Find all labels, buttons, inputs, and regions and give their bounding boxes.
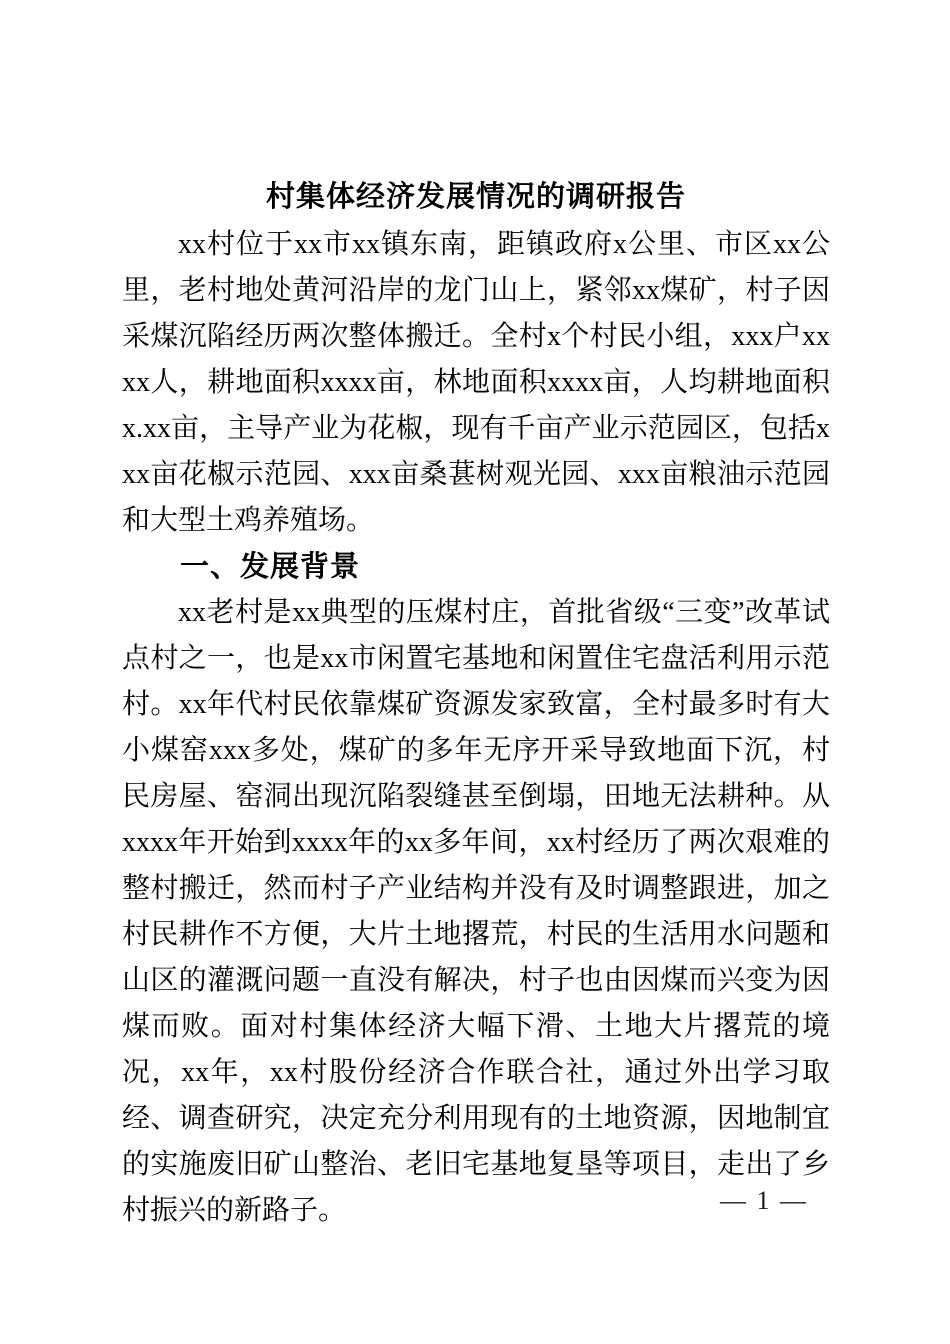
- section-heading-development-background: 一、发展背景: [180, 551, 361, 583]
- paragraph-intro: xx村位于xx市xx镇东南，距镇政府x公里、市区xx公里，老村地处黄河沿岸的龙门山上，紧邻xx煤矿，村子因采煤沉陷经历两次整体搬迁。全村x个村民小组，xxx户xxxx人，耕地面积xxxx亩，林地面积xxxx亩，人均耕地面积x.xx亩，主导产业为花椒，现有千亩产业示范园区，包括xxx亩花椒示范园、xxx亩桑葚树观光园、xxx亩粮油示范园和大型土鸡养殖场。: [122, 229, 830, 536]
- document-body: [122, 172, 830, 1234]
- document-title: 村集体经济发展情况的调研报告: [265, 181, 686, 213]
- page-number: — 1 —: [720, 1186, 808, 1215]
- paragraph-background: xx老村是xx典型的压煤村庄，首批省级“三变”改革试点村之一，也是xx市闲置宅基地和闲置住宅盘活利用示范村。xx年代村民依靠煤矿资源发家致富，全村最多时有大小煤窑xxx多处，煤矿的多年无序开采导致地面下沉，村民房屋、窑洞出现沉陷裂缝甚至倒塌，田地无法耕种。从xxxx年开始到xxxx年的xx多年间，xx村经历了两次艰难的整村搬迁，然而村子产业结构并没有及时调整跟进，加之村民耕作不方便，大片土地撂荒，村民的生活用水问题和山区的灌溉问题一直没有解决，村子也由因煤而兴变为因煤而败。面对村集体经济大幅下滑、土地大片撂荒的境况，xx年，xx村股份经济合作联合社，通过外出学习取经、调查研究，决定充分利用现有的土地资源，因地制宜的实施废旧矿山整治、老旧宅基地复垦等项目，走出了乡村振兴的新路子。: [122, 597, 830, 1226]
